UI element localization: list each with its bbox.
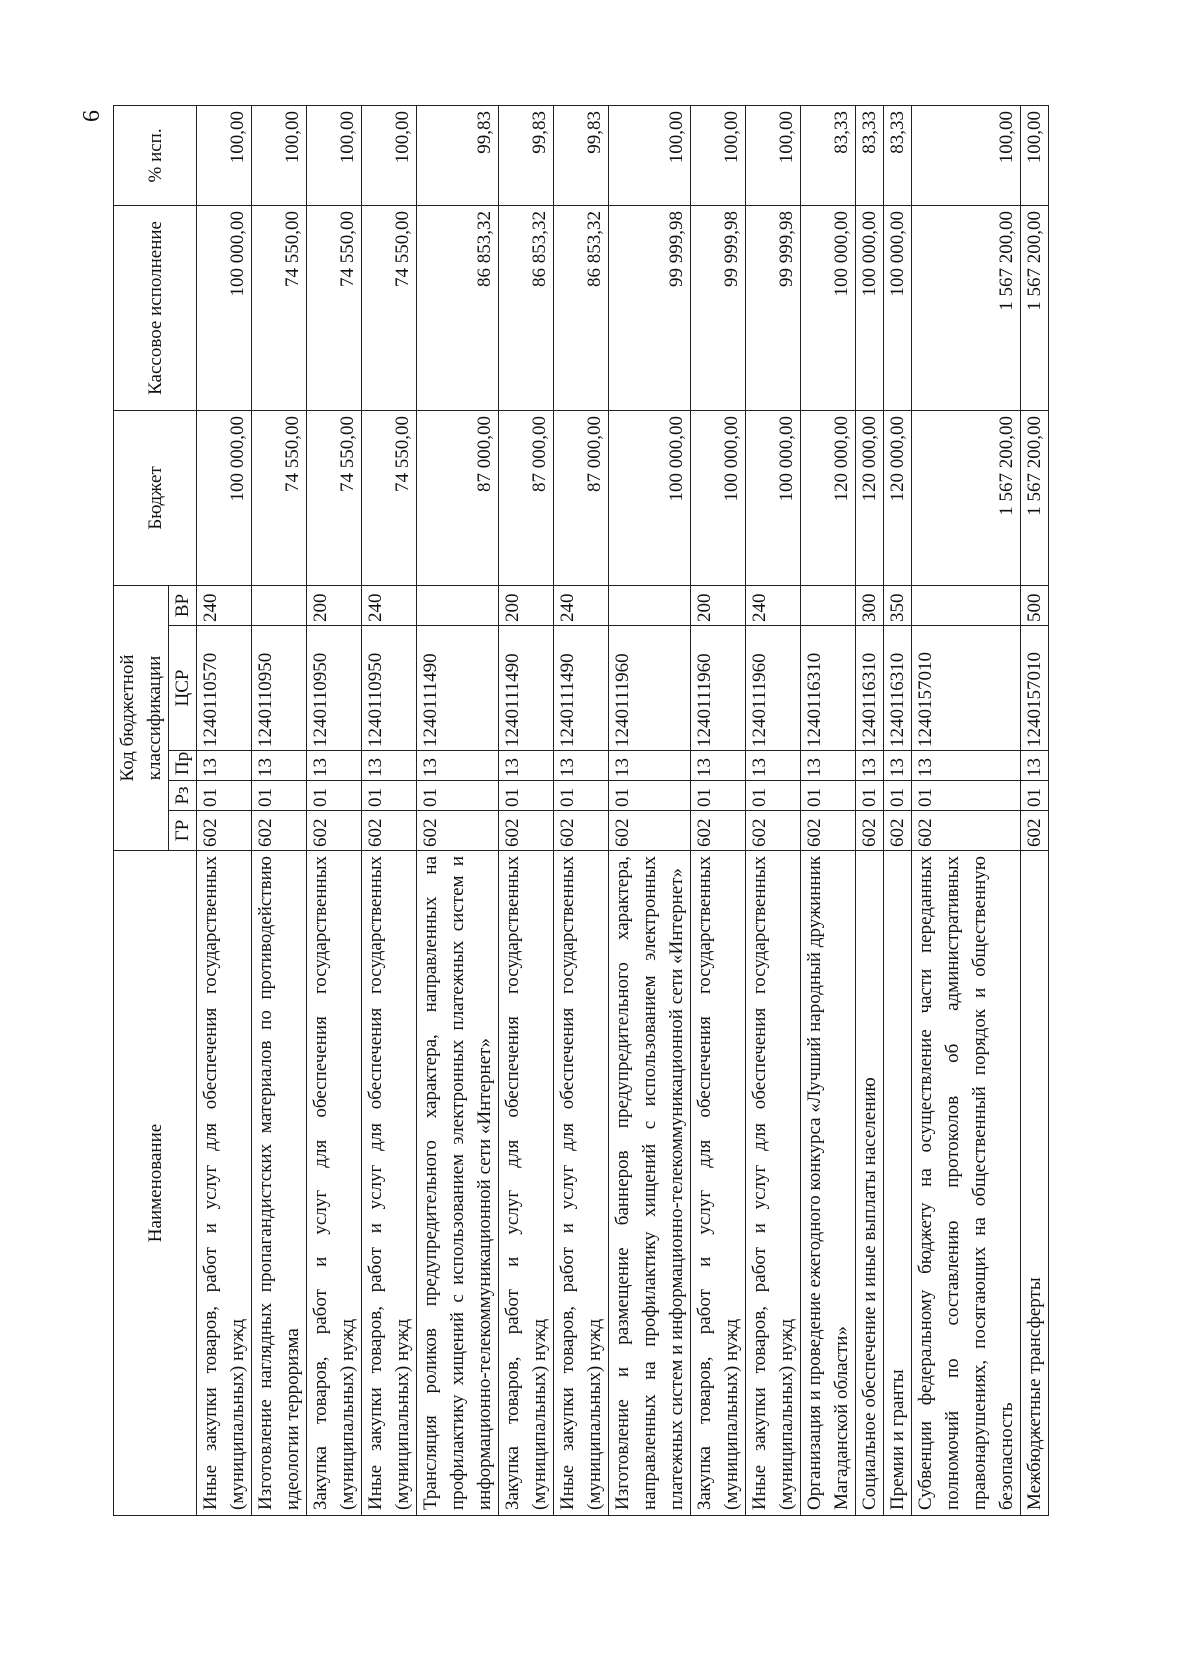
row-pr: 13 [1021,751,1049,781]
header-row-1 [114,105,169,1515]
row-csr: 1240111960 [691,626,746,751]
row-percent: 100,00 [746,105,801,205]
row-percent: 99,83 [499,105,554,205]
row-vr: 200 [691,585,746,625]
row-gr: 602 [417,811,499,851]
header-name: Наименование [114,851,197,1516]
header-rz: Рз [169,781,197,811]
row-pr: 13 [197,751,252,781]
row-csr: 1240111490 [417,626,499,751]
row-vr: 200 [499,585,554,625]
row-gr: 602 [884,811,912,851]
row-rz: 01 [499,781,554,811]
row-gr: 602 [609,811,691,851]
row-name: Межбюджетные трансферты [1021,851,1049,1516]
row-rz: 01 [856,781,884,811]
row-percent: 100,00 [1021,105,1049,205]
row-pr: 13 [691,751,746,781]
row-vr: 500 [1021,585,1049,625]
row-rz: 01 [801,781,856,811]
row-rz: 01 [252,781,307,811]
table-row [746,105,801,1515]
row-gr: 602 [746,811,801,851]
row-budget: 1 567 200,00 [912,410,1021,585]
budget-table-rotated [113,106,1103,1516]
row-percent: 83,33 [884,105,912,205]
table-row [801,105,856,1515]
row-csr: 1240110950 [252,626,307,751]
row-name: Организация и проведение ежегодного конкурса «Лучший народный дружинник Магаданской области» [801,851,856,1516]
table-row [912,105,1021,1515]
row-rz: 01 [912,781,1021,811]
table-row [252,105,307,1515]
row-budget: 87 000,00 [554,410,609,585]
row-budget: 120 000,00 [884,410,912,585]
row-name: Закупка товаров, работ и услуг для обеспечения государственных (муниципальных) нужд [499,851,554,1516]
row-percent: 100,00 [691,105,746,205]
header-gr: ГР [169,811,197,851]
page-number: 6 [79,110,105,122]
row-name: Иные закупки товаров, работ и услуг для обеспечения государственных (муниципальных) нужд [746,851,801,1516]
row-percent: 100,00 [912,105,1021,205]
header-budget: Бюджет [114,410,197,585]
row-budget: 100 000,00 [746,410,801,585]
row-rz: 01 [307,781,362,811]
table-row [1021,105,1049,1515]
row-gr: 602 [197,811,252,851]
row-pr: 13 [252,751,307,781]
row-csr: 1240110950 [307,626,362,751]
row-csr: 1240116310 [801,626,856,751]
row-percent: 83,33 [856,105,884,205]
row-percent: 100,00 [609,105,691,205]
row-pr: 13 [499,751,554,781]
row-pr: 13 [856,751,884,781]
table-row [197,105,252,1515]
row-budget: 74 550,00 [362,410,417,585]
row-vr: 240 [554,585,609,625]
row-vr: 240 [362,585,417,625]
row-gr: 602 [362,811,417,851]
row-name: Изготовление наглядных пропагандистских материалов по противодействию идеологии терроризма [252,851,307,1516]
row-csr: 1240111490 [554,626,609,751]
row-budget: 100 000,00 [609,410,691,585]
row-cash-execution: 74 550,00 [252,205,307,410]
row-rz: 01 [554,781,609,811]
header-vr: ВР [169,585,197,625]
row-cash-execution: 74 550,00 [307,205,362,410]
row-csr: 1240110570 [197,626,252,751]
row-cash-execution: 100 000,00 [801,205,856,410]
row-vr [609,585,691,625]
row-csr: 1240111490 [499,626,554,751]
budget-execution-table [113,105,1049,1516]
row-cash-execution: 100 000,00 [856,205,884,410]
table-row [362,105,417,1515]
row-cash-execution: 86 853,32 [417,205,499,410]
table-row [417,105,499,1515]
table-row [609,105,691,1515]
row-pr: 13 [307,751,362,781]
row-cash-execution: 100 000,00 [197,205,252,410]
row-vr: 350 [884,585,912,625]
header-percent: % исп. [114,105,197,205]
row-cash-execution: 99 999,98 [609,205,691,410]
row-name: Изготовление и размещение баннеров предупредительного характера, направленных на профилактику хищений с использованием электронных платежных систем и информационно-телекоммуникационной сети «Интернет» [609,851,691,1516]
row-percent: 100,00 [362,105,417,205]
row-name: Закупка товаров, работ и услуг для обеспечения государственных (муниципальных) нужд [307,851,362,1516]
row-name: Закупка товаров, работ и услуг для обеспечения государственных (муниципальных) нужд [691,851,746,1516]
row-vr [912,585,1021,625]
row-csr: 1240111960 [746,626,801,751]
row-name: Трансляция роликов предупредительного характера, направленных на профилактику хищений с использованием электронных платежных систем и информационно-телекоммуникационной сети «Интернет» [417,851,499,1516]
row-pr: 13 [554,751,609,781]
row-gr: 602 [912,811,1021,851]
row-pr: 13 [801,751,856,781]
row-rz: 01 [691,781,746,811]
row-gr: 602 [691,811,746,851]
row-cash-execution: 99 999,98 [691,205,746,410]
table-row [307,105,362,1515]
table-row [554,105,609,1515]
row-pr: 13 [609,751,691,781]
row-vr [801,585,856,625]
table-row [884,105,912,1515]
row-name: Иные закупки товаров, работ и услуг для обеспечения государственных (муниципальных) нужд [197,851,252,1516]
row-name: Социальное обеспечение и иные выплаты населению [856,851,884,1516]
row-vr: 300 [856,585,884,625]
row-vr: 200 [307,585,362,625]
row-csr: 1240157010 [1021,626,1049,751]
header-cash-execution: Кассовое исполнение [114,205,197,410]
table-row [499,105,554,1515]
table-body [197,105,1049,1515]
row-csr: 1240116310 [856,626,884,751]
row-rz: 01 [1021,781,1049,811]
table-row [856,105,884,1515]
row-budget: 87 000,00 [417,410,499,585]
row-budget: 87 000,00 [499,410,554,585]
row-percent: 100,00 [252,105,307,205]
row-rz: 01 [362,781,417,811]
row-pr: 13 [417,751,499,781]
row-gr: 602 [554,811,609,851]
row-cash-execution: 99 999,98 [746,205,801,410]
row-vr [417,585,499,625]
row-percent: 99,83 [417,105,499,205]
row-pr: 13 [746,751,801,781]
row-gr: 602 [499,811,554,851]
row-cash-execution: 1 567 200,00 [912,205,1021,410]
row-rz: 01 [417,781,499,811]
row-pr: 13 [884,751,912,781]
row-gr: 602 [307,811,362,851]
row-name: Иные закупки товаров, работ и услуг для обеспечения государственных (муниципальных) нужд [554,851,609,1516]
row-vr: 240 [746,585,801,625]
row-rz: 01 [609,781,691,811]
row-cash-execution: 86 853,32 [554,205,609,410]
row-gr: 602 [1021,811,1049,851]
row-pr: 13 [362,751,417,781]
row-budget: 100 000,00 [197,410,252,585]
row-budget: 120 000,00 [801,410,856,585]
row-percent: 99,83 [554,105,609,205]
table-row [691,105,746,1515]
row-percent: 100,00 [197,105,252,205]
row-percent: 100,00 [307,105,362,205]
row-csr: 1240157010 [912,626,1021,751]
row-vr [252,585,307,625]
row-vr: 240 [197,585,252,625]
row-budget: 74 550,00 [252,410,307,585]
row-gr: 602 [252,811,307,851]
row-gr: 602 [856,811,884,851]
row-cash-execution: 100 000,00 [884,205,912,410]
header-pr: Пр [169,751,197,781]
row-csr: 1240116310 [884,626,912,751]
row-name: Иные закупки товаров, работ и услуг для обеспечения государственных (муниципальных) нужд [362,851,417,1516]
row-rz: 01 [197,781,252,811]
row-csr: 1240111960 [609,626,691,751]
row-csr: 1240110950 [362,626,417,751]
row-gr: 602 [801,811,856,851]
row-pr: 13 [912,751,1021,781]
row-cash-execution: 74 550,00 [362,205,417,410]
row-cash-execution: 1 567 200,00 [1021,205,1049,410]
header-csr: ЦСР [169,626,197,751]
row-budget: 1 567 200,00 [1021,410,1049,585]
row-name: Премии и гранты [884,851,912,1516]
row-rz: 01 [746,781,801,811]
row-budget: 100 000,00 [691,410,746,585]
row-cash-execution: 86 853,32 [499,205,554,410]
row-rz: 01 [884,781,912,811]
row-budget: 120 000,00 [856,410,884,585]
header-code-group: Код бюджетной классификации [114,585,169,850]
row-budget: 74 550,00 [307,410,362,585]
row-percent: 83,33 [801,105,856,205]
row-name: Субвенции федеральному бюджету на осуществление части переданных полномочий по составлению протоколов об административных правонарушениях, посягающих на общественный порядок и общественную безопасность [912,851,1021,1516]
